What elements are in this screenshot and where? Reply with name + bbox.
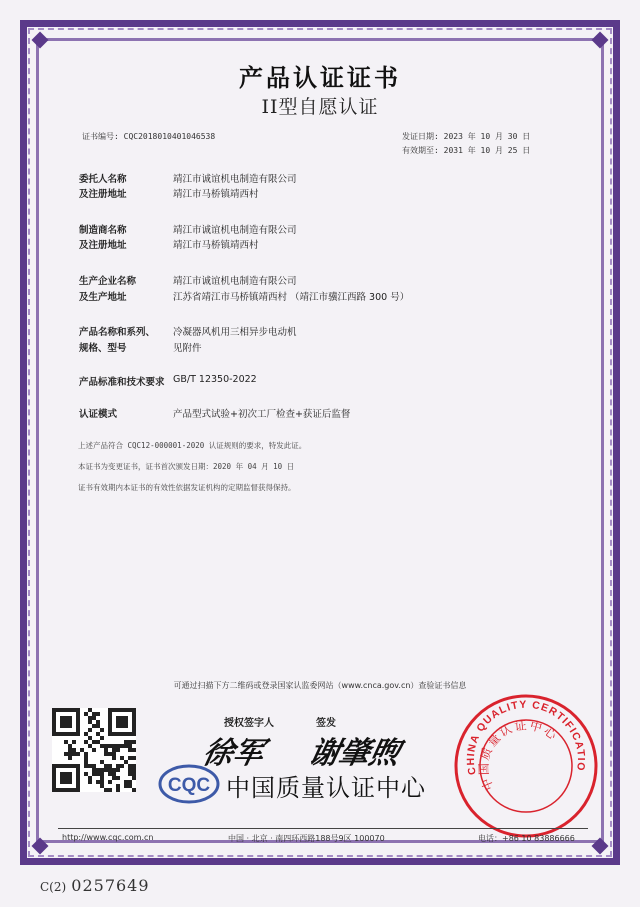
qr-code[interactable] (52, 708, 136, 792)
client-name: 靖江市诚谊机电制造有限公司 (173, 174, 297, 185)
maker-label-2: 及注册地址 (79, 240, 127, 251)
seal-graphic (452, 692, 600, 840)
authorized-signature: 徐军 (199, 736, 267, 771)
product-label-2: 规格、型号 (79, 343, 127, 354)
serial-prefix: C(2) (40, 880, 67, 894)
issuer-signature: 谢肇煦 (305, 736, 403, 771)
factory-name: 靖江市诚谊机电制造有限公司 (173, 276, 297, 287)
footer-website[interactable]: http://www.cqc.com.cn (62, 833, 154, 842)
cqc-logo-text: CQC (167, 775, 211, 796)
cqc-logo-icon (158, 764, 220, 804)
cqc-logo (158, 764, 220, 804)
certificate-title: 产品认证证书 (239, 63, 401, 92)
cert-number-row (82, 131, 215, 142)
authorized-signer-label: 授权签字人 (224, 718, 274, 729)
product-label-1: 产品名称和系列、 (79, 327, 156, 338)
serial-digits: 0257649 (71, 876, 150, 895)
note-line-2: 本证书为变更证书，证书首次颁发日期：2020 年 04 月 10 日 (78, 462, 295, 471)
mode-label: 认证模式 (79, 409, 118, 420)
expiry-date: 有效期至: 2031 年 10 月 25 日 (402, 146, 531, 155)
svg-text:CHINA QUALITY CERTIFICATION CE (452, 692, 587, 776)
maker-name: 靖江市诚谊机电制造有限公司 (173, 225, 297, 236)
footer-phone: 电话：+86 10 83886666 (478, 834, 575, 843)
client-label-1: 委托人名称 (79, 174, 127, 185)
issuer-label: 签发 (316, 718, 336, 729)
client-address: 靖江市马桥镇靖西村 (173, 189, 259, 200)
standard-label: 产品标准和技术要求 (79, 377, 165, 388)
official-seal (452, 692, 600, 840)
standard-value: GB/T 12350-2022 (173, 374, 257, 385)
svg-text:中国质量认证中心 (477, 717, 561, 793)
mode-value: 产品型式试验+初次工厂检查+获证后监督 (173, 409, 351, 420)
cert-number-label: 证书编号: (82, 132, 119, 141)
seal-inner-text: 中国质量认证中心 (476, 718, 561, 793)
footer-divider (58, 828, 588, 829)
product-spec: 见附件 (173, 343, 202, 354)
qr-code-graphic (52, 708, 136, 792)
certificate-subtitle: II型自愿认证 (261, 96, 379, 118)
note-line-3: 证书有效期内本证书的有效性依据发证机构的定期监督获得保持。 (78, 483, 296, 492)
maker-address: 靖江市马桥镇靖西村 (173, 240, 259, 251)
footer-address: 中国 · 北京 · 南四环西路188号9区 100070 (228, 834, 385, 843)
serial-number (40, 876, 150, 895)
issue-date: 发证日期: 2023 年 10 月 30 日 (402, 132, 531, 141)
factory-label-2: 及生产地址 (79, 292, 127, 303)
factory-label-1: 生产企业名称 (79, 276, 137, 287)
cert-number: CQC2018010401046538 (123, 132, 216, 141)
client-label-2: 及注册地址 (79, 189, 127, 200)
org-name: 中国质量认证中心 (226, 774, 426, 802)
seal-outer-text: CHINA QUALITY CERTIFICATIO (464, 698, 588, 776)
maker-label-1: 制造商名称 (79, 225, 127, 236)
verify-note: 可通过扫描下方二维码或登录国家认监委网站（www.cnca.gov.cn）查验证书信息 (173, 681, 467, 690)
note-line-1: 上述产品符合 CQC12-000001-2020 认证规则的要求，特发此证。 (78, 441, 307, 450)
product-name: 冷凝器风机用三相异步电动机 (173, 327, 297, 338)
factory-address: 江苏省靖江市马桥镇靖西村 （靖江市骥江西路 300 号） (173, 292, 410, 303)
